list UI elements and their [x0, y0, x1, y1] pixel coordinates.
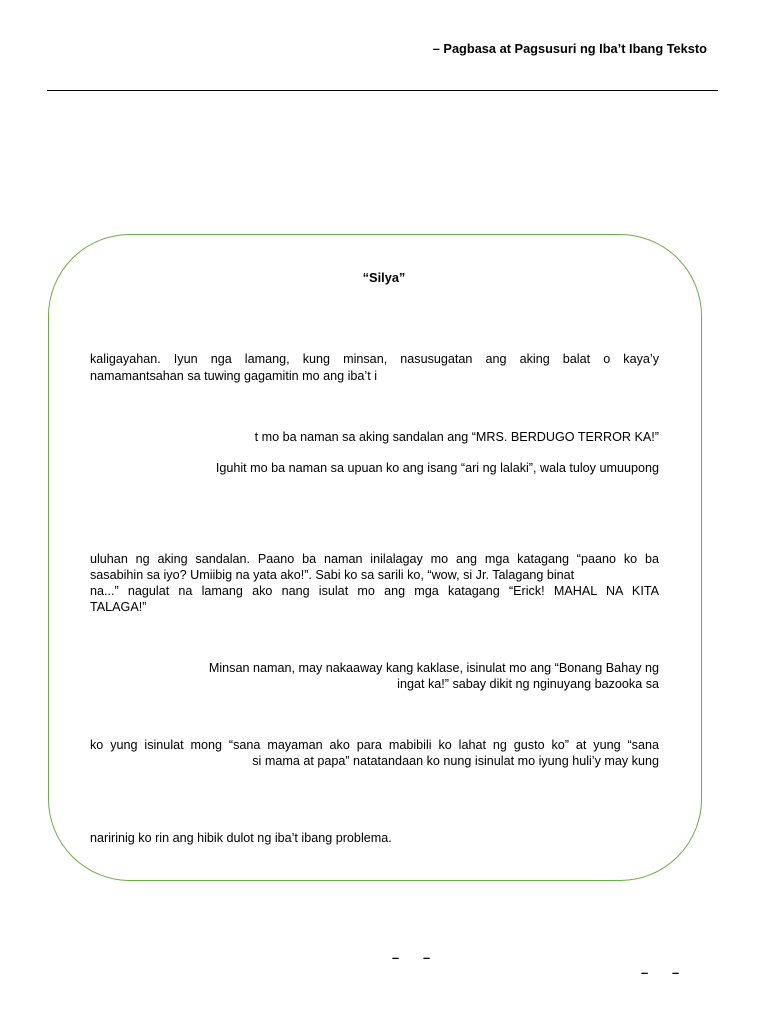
text-line: sasabihin sa iyo? Umiibig na yata ako!”. Sabi ko sa sarili ko, “wow, si Jr. Talagang binat — [90, 568, 575, 582]
text-line: ingat ka!” sabay dikit ng nginuyang bazooka sa — [397, 677, 659, 691]
footer-dash: – — [423, 950, 431, 965]
footer-dash: – — [641, 965, 649, 980]
text-line: Iguhit mo ba naman sa upuan ko ang isang “ari ng lalaki”, wala tuloy umuupong — [215, 461, 659, 475]
text-line: t mo ba naman sa aking sandalan ang “MRS. BERDUGO TERROR KA!” — [254, 430, 659, 444]
text-line: naririnig ko rin ang hibik dulot ng iba’t ibang problema. — [90, 831, 392, 845]
text-line: Minsan naman, may nakaaway kang kaklase, isinulat mo ang “Bonang Bahay ng — [208, 661, 659, 675]
text-line: si mama at papa” natatandaan ko nung isinulat mo iyung huli’y may kung — [252, 754, 659, 768]
footer-dash: – — [672, 965, 680, 980]
document-title: “Silya” — [362, 270, 406, 285]
header-divider — [47, 90, 718, 91]
text-line: namamantsahan sa tuwing gagamitin mo ang iba’t i — [90, 369, 378, 383]
text-line: TALAGA!” — [90, 600, 147, 614]
footer-dash: – — [392, 950, 400, 965]
text-line: uluhan ng aking sandalan. Paano ba naman inilalagay mo ang mga katagang “paano ko ba — [90, 552, 659, 566]
text-line: kaligayahan. Iyun nga lamang, kung minsan, nasusugatan ang aking balat o kaya’y — [90, 352, 659, 366]
text-line: ko yung isinulat mong “sana mayaman ako para mabibili ko lahat ng gusto ko” at yung “sana — [90, 738, 659, 752]
header-title: – Pagbasa at Pagsusuri ng Iba’t Ibang Teksto — [432, 41, 707, 56]
text-line: na...” nagulat na lamang ako nang isulat mo ang mga katagang “Erick! MAHAL NA KITA — [90, 584, 659, 598]
